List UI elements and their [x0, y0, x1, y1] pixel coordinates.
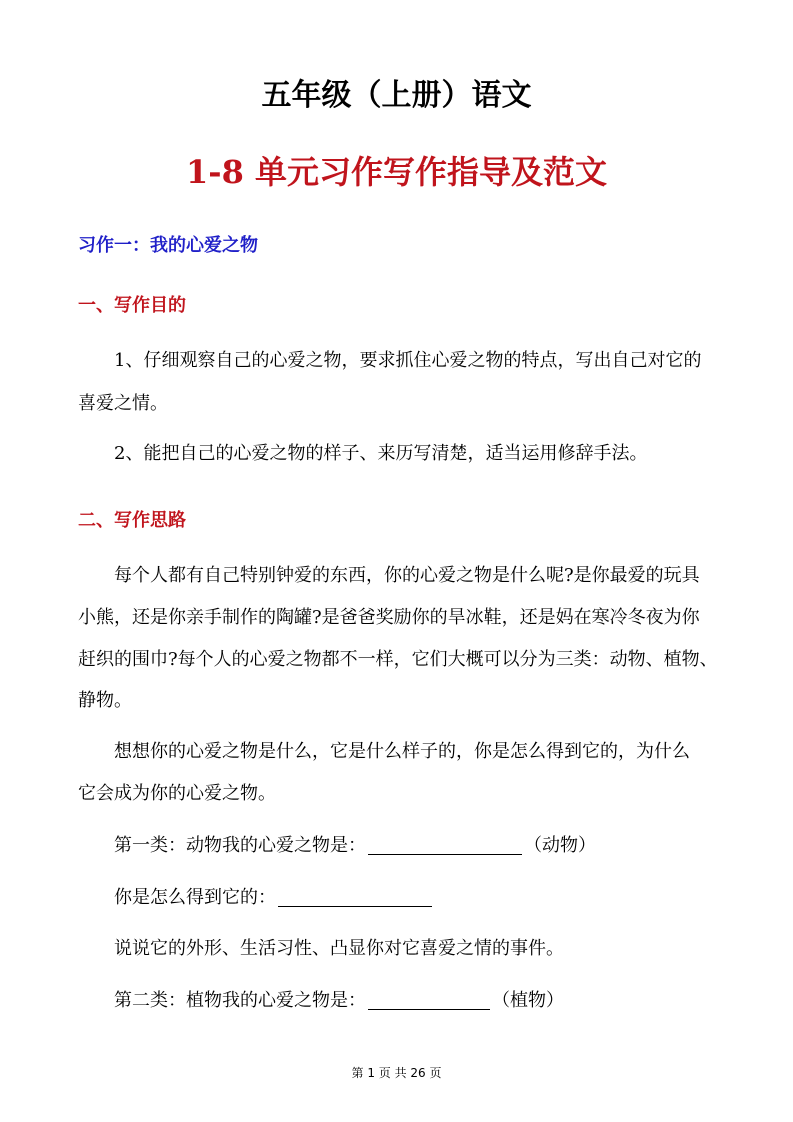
fill-how-prefix: 你是怎么得到它的： — [114, 887, 276, 908]
heading-writing-idea: 二、写作思路 — [78, 510, 186, 531]
goal-1-line-2: 喜爱之情。 — [78, 393, 168, 414]
fill-in-how-obtained — [114, 888, 434, 907]
paragraph-1-line-3: 赶织的围巾?每个人的心爱之物都不一样，它们大概可以分为三类：动物、植物、 — [78, 649, 718, 670]
document-title: 五年级（上册）语文 — [261, 78, 532, 113]
document-subtitle: 1-8 单元习作写作指导及范文 — [186, 153, 607, 191]
goal-1-line-1: 1、仔细观察自己的心爱之物，要求抓住心爱之物的特点，写出自己对它的 — [114, 350, 702, 371]
blank-line-how-obtained[interactable] — [278, 888, 432, 907]
paragraph-1-line-1: 每个人都有自己特别钟爱的东西，你的心爱之物是什么呢?是你最爱的玩具 — [114, 565, 700, 586]
goal-2: 2、能把自己的心爱之物的样子、来历写清楚，适当运用修辞手法。 — [114, 443, 648, 464]
fill-in-plant — [114, 991, 564, 1010]
paragraph-3: 说说它的外形、生活习性、凸显你对它喜爱之情的事件。 — [114, 938, 564, 959]
blank-line-plant[interactable] — [368, 991, 490, 1010]
paragraph-1-line-2: 小熊，还是你亲手制作的陶罐?是爸爸奖励你的旱冰鞋，还是妈在寒冷冬夜为你 — [78, 607, 700, 628]
section-title: 习作一：我的心爱之物 — [78, 235, 258, 256]
blank-line-animal[interactable] — [368, 836, 522, 855]
heading-writing-goal: 一、写作目的 — [78, 295, 186, 316]
fill-animal-suffix: （动物） — [524, 835, 596, 856]
paragraph-1-line-4: 静物。 — [78, 690, 132, 711]
paragraph-2-line-2: 它会成为你的心爱之物。 — [78, 783, 276, 804]
fill-plant-prefix: 第二类：植物我的心爱之物是： — [114, 990, 366, 1011]
page-footer: 第 1 页 共 26 页 — [351, 1066, 442, 1080]
paragraph-2-line-1: 想想你的心爱之物是什么，它是什么样子的，你是怎么得到它的，为什么 — [114, 741, 690, 762]
fill-animal-prefix: 第一类：动物我的心爱之物是： — [114, 835, 366, 856]
fill-plant-suffix: （植物） — [492, 990, 564, 1011]
fill-in-animal — [114, 836, 596, 855]
